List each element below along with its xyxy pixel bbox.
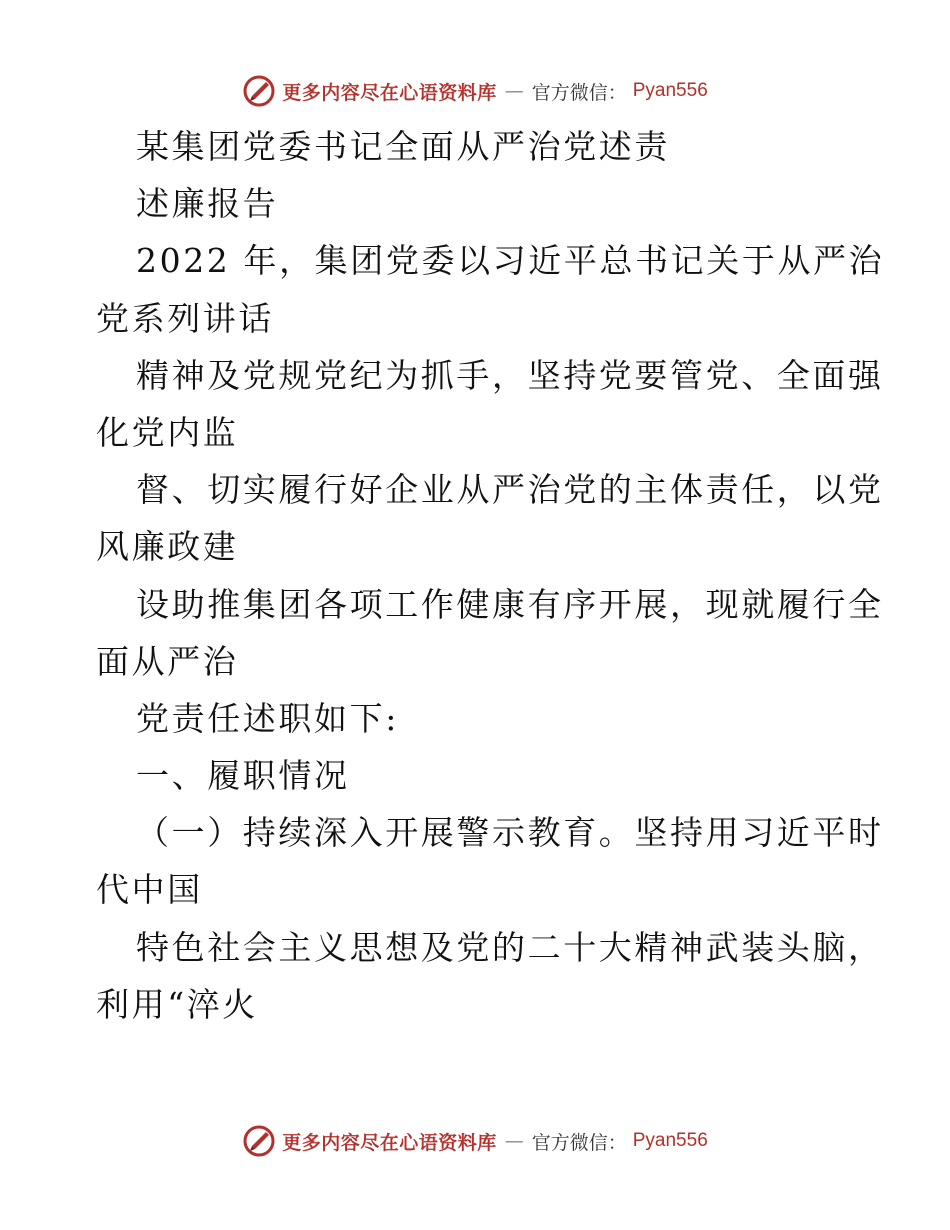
document-body <box>96 118 885 1033</box>
document-line: 述廉报告 <box>136 184 279 224</box>
document-line: 化党内监 <box>96 412 239 452</box>
watermark-wechat-label: 官方微信： <box>531 1131 627 1154</box>
watermark-handle: Pyan556 <box>632 80 708 101</box>
watermark-handle: Pyan556 <box>632 1130 708 1151</box>
watermark-wechat-label: 官方微信： <box>531 81 627 104</box>
watermark-logo-icon <box>242 1124 276 1158</box>
watermark-separator: — <box>504 80 524 102</box>
watermark-header <box>0 74 950 108</box>
document-line: 一、履职情况 <box>136 756 350 796</box>
document-line: 党系列讲话 <box>96 298 274 338</box>
document-line: 精神及党规党纪为抓手，坚持党要管党、全面强 <box>136 355 884 395</box>
document-line: 风廉政建 <box>96 527 239 567</box>
document-line: 代中国 <box>96 870 203 910</box>
watermark-text: 更多内容尽在心语资料库 <box>282 1131 497 1154</box>
document-line: 特色社会主义思想及党的二十大精神武装头脑， <box>136 927 884 967</box>
document-line: 利用“淬火 <box>96 984 258 1024</box>
document-line: 2022 年，集团党委以习近平总书记关于从严治 <box>136 241 885 281</box>
document-line: 党责任述职如下: <box>136 698 399 738</box>
document-line: 某集团党委书记全面从严治党述责 <box>136 127 670 166</box>
document-line: 督、切实履行好企业从严治党的主体责任，以党 <box>136 470 884 510</box>
document-line: （一）持续深入开展警示教育。坚持用习近平时 <box>136 813 884 853</box>
document-line: 设助推集团各项工作健康有序开展，现就履行全 <box>136 584 884 624</box>
watermark-text: 更多内容尽在心语资料库 <box>282 81 497 104</box>
document-line: 面从严治 <box>96 641 239 681</box>
watermark-logo-icon <box>242 74 276 108</box>
watermark-separator: — <box>504 1130 524 1152</box>
watermark-footer <box>0 1124 950 1158</box>
